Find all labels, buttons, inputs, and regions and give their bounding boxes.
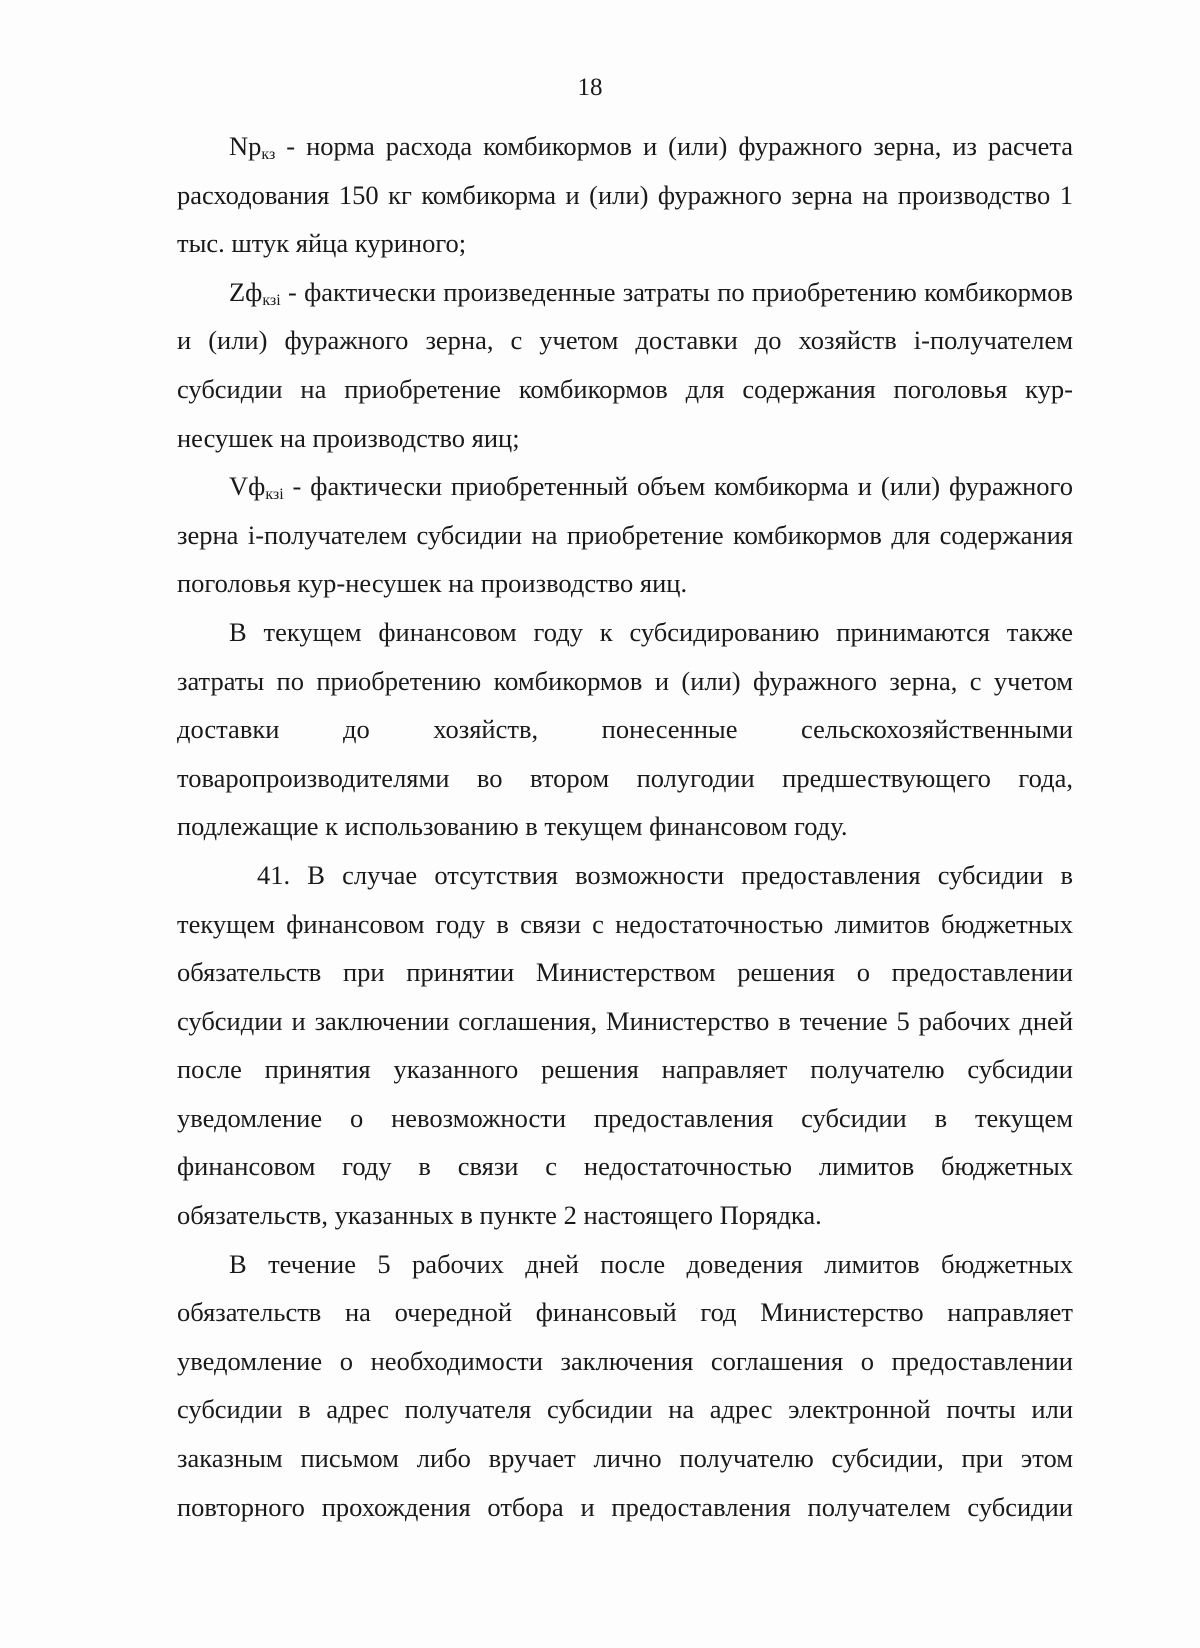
paragraph-item-41: 41. В случае отсутствия возможности предоставления субсидии в текущем финансовом году в связи с недостаточностью лимитов бюджетных обязательств при принятии Министерством решения о предоставлении субсидии и заключении соглашения, Министерство в течение 5 рабочих дней после принятия указанного решения направляет получателю субсидии уведомление о невозможности предоставления субсидии в текущем финансовом году в связи с недостаточностью лимитов бюджетных обязательств, указанных в пункте 2 настоящего Порядка.	[177, 859, 1073, 1231]
definition-text: - фактически приобретенный объем комбикорма и (или) фуражного зерна i-получателем субсидии на приобретение комбикормов для содержания поголовья кур-несушек на производство яиц.	[177, 471, 1073, 599]
definition-symbol: $Zф_{кзi}$	[229, 276, 281, 309]
paragraph-notification: В течение 5 рабочих дней после доведения лимитов бюджетных обязательств на очередной финансовый год Министерство направляет уведомление о необходимости заключения соглашения о предоставлении субсидии в адрес получателя субсидии на адрес электронной почты или заказным письмом либо вручает лично получателю субсидии, при этом повторного прохождения отбора и предоставления получателем субсидии	[177, 1248, 1073, 1522]
definition-symbol: $Np_{кз}$	[229, 131, 276, 163]
definition-text: - фактически произведенные затраты по приобретению комбикормов и (или) фуражного зерна, с учетом доставки до хозяйств i-получателем субсидии на приобретение комбикормов для содержания поголовья кур-несушек на производство яиц;	[177, 276, 1073, 453]
definition-symbol: $Vф_{кзi}$	[229, 471, 284, 504]
document-body	[177, 122, 1073, 1531]
definition-text: - норма расхода комбикормов и (или) фуражного зерна, из расчета расходования 150 кг комбикорма и (или) фуражного зерна на производство 1 тыс. штук яйца куриного;	[177, 131, 1073, 259]
definition-zf	[177, 268, 1073, 462]
paragraph-costs-previous-year: В текущем финансовом году к субсидированию принимаются также затраты по приобретению комбикормов и (или) фуражного зерна, с учетом доставки до хозяйств, понесенные сельскохозяйственными товаропроизводителями во втором полугодии предшествующего года, подлежащие к использованию в текущем финансовом году.	[177, 616, 1073, 842]
definition-np	[177, 122, 1073, 268]
page-number: 18	[577, 74, 603, 101]
definition-vf	[177, 462, 1073, 608]
